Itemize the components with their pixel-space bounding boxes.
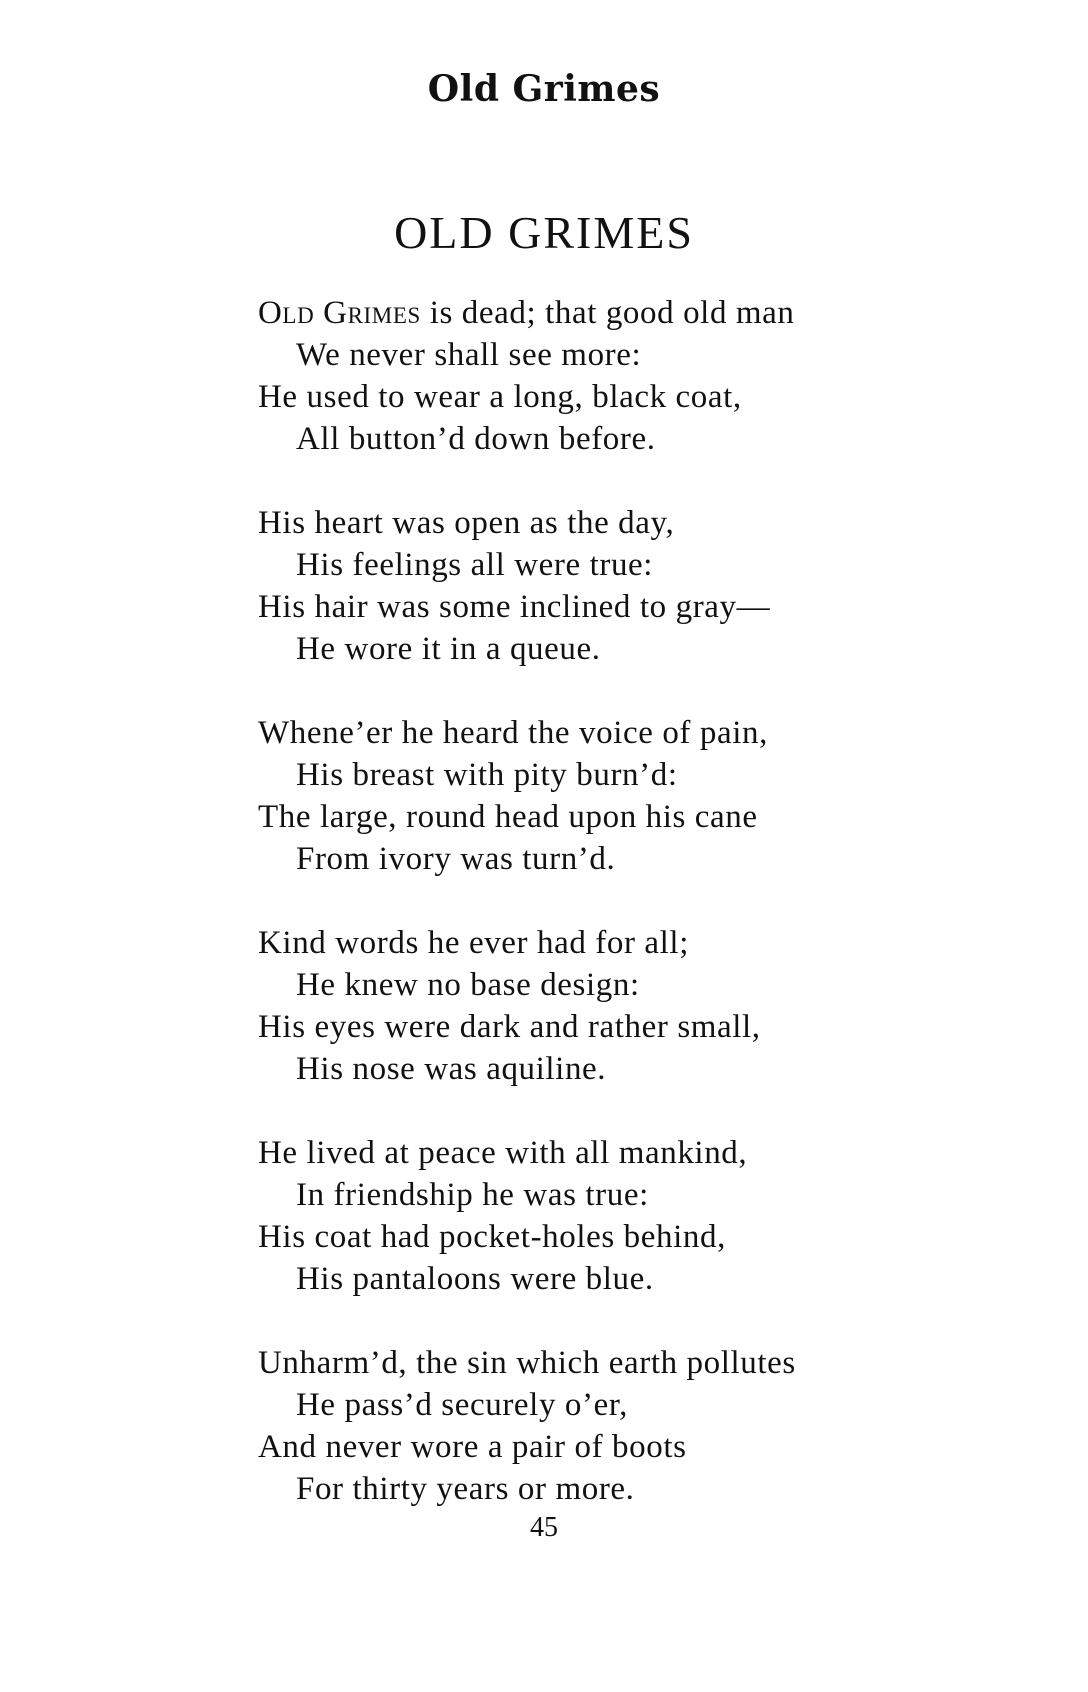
poem-line: His breast with pity burn’d:: [296, 757, 678, 793]
poem-line: He lived at peace with all mankind,: [258, 1135, 748, 1171]
stanza-3: [258, 712, 1018, 880]
poem-line: His pantaloons were blue.: [296, 1261, 654, 1297]
poem-body: [258, 292, 1018, 1510]
poem-line: His heart was open as the day,: [258, 505, 675, 541]
stanza-5: [258, 1132, 1018, 1300]
poem-line: From ivory was turn’d.: [296, 841, 616, 877]
stanza-6: [258, 1342, 1018, 1510]
opening-small-caps: Old Grimes: [258, 295, 421, 331]
stanza-4: [258, 922, 1018, 1090]
poem-line: [258, 292, 1018, 334]
poem-line: All button’d down before.: [296, 421, 656, 457]
poem-line: We never shall see more:: [296, 337, 642, 373]
stanza-1: [258, 292, 1018, 460]
poem-line: He wore it in a queue.: [296, 631, 601, 667]
poem-line: His coat had pocket-holes behind,: [258, 1219, 726, 1255]
poem-line: His feelings all were true:: [296, 547, 654, 583]
poem-title: OLD GRIMES: [394, 207, 694, 258]
poem-line: He used to wear a long, black coat,: [258, 379, 742, 415]
poem-line: His hair was some inclined to gray—: [258, 589, 771, 625]
poem-line: He knew no base design:: [296, 967, 640, 1003]
poem-line: Whene’er he heard the voice of pain,: [258, 715, 768, 751]
poem-line: He pass’d securely o’er,: [296, 1387, 628, 1423]
poem-line: And never wore a pair of boots: [258, 1429, 687, 1465]
poem-line: Unharm’d, the sin which earth pollutes: [258, 1345, 796, 1381]
poem-line: In friendship he was true:: [296, 1177, 649, 1213]
page-number: 45: [530, 1512, 558, 1543]
poem-line: For thirty years or more.: [296, 1471, 635, 1507]
poem-line: The large, round head upon his cane: [258, 799, 758, 835]
poem-line: His nose was aquiline.: [296, 1051, 607, 1087]
poem-line: His eyes were dark and rather small,: [258, 1009, 761, 1045]
stanza-2: [258, 502, 1018, 670]
poem-line: Kind words he ever had for all;: [258, 925, 689, 961]
running-head: Old Grimes: [427, 68, 661, 110]
poem-line-text: is dead; that good old man: [420, 295, 795, 331]
